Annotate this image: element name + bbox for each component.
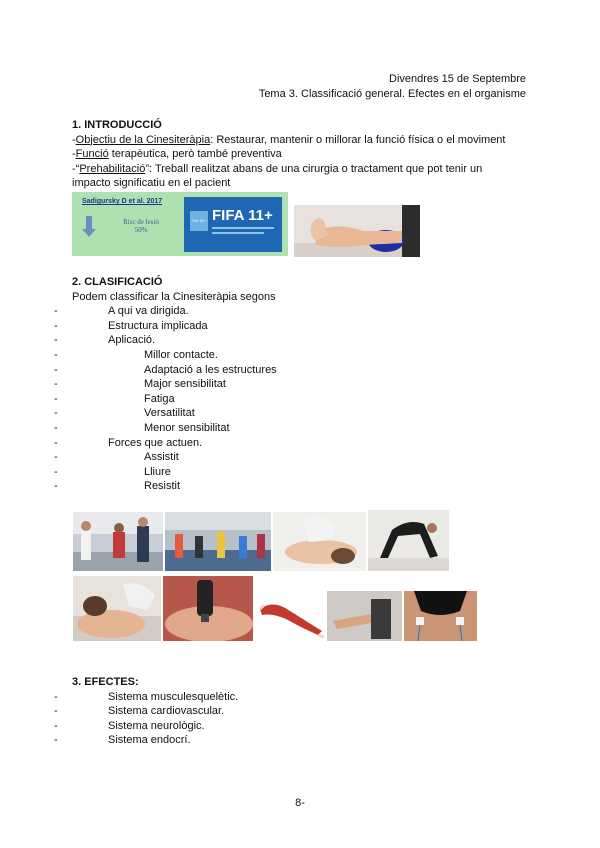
section-classification xyxy=(72,275,532,494)
study-figure xyxy=(72,192,288,256)
classification-intro: Podem classificar la Cinesiteràpia segons xyxy=(72,290,276,303)
list-subitem: - Resistit xyxy=(72,479,532,494)
term-prehabilitation: Prehabilitació xyxy=(79,162,146,175)
section-title-classification: 2. CLASIFICACIÓ xyxy=(72,276,163,288)
list-item: - Estructura implicada xyxy=(72,319,532,334)
header-date: Divendres 15 de Septembre xyxy=(389,73,526,85)
list-item: - Forces que actuen. xyxy=(72,436,532,451)
back-massage-photo xyxy=(73,576,161,641)
list-subitem: - Lliure xyxy=(72,465,532,480)
risk-text: Risc de lesió 50% xyxy=(123,218,159,234)
study-reference: Sadigursky D et al. 2017 xyxy=(82,198,163,205)
list-subitem: - Millor contacte. xyxy=(72,348,532,363)
intro-line-function: -Funció terapèutica, però també preventiva xyxy=(72,148,282,161)
list-subitem: - Major sensibilitat xyxy=(72,377,532,392)
list-item: - A qui va dirigida. xyxy=(72,304,532,319)
effects-list xyxy=(72,690,532,748)
gym-class-photo xyxy=(165,512,271,571)
arm-stretch-photo xyxy=(327,591,402,641)
massage-gun-photo xyxy=(163,576,253,641)
list-subitem: - Assistit xyxy=(72,450,532,465)
arrow-down-icon xyxy=(86,216,92,230)
list-item: - Sistema neurològic. xyxy=(72,719,532,734)
list-subitem: - Fatiga xyxy=(72,392,532,407)
cat-stretch-photo xyxy=(368,510,449,571)
list-item: - Aplicació. xyxy=(72,333,532,348)
muscle-illustration xyxy=(256,591,326,641)
term-function: Funció xyxy=(75,148,109,161)
section-introduction xyxy=(72,118,532,191)
intro-line-prehab: -“Prehabilitació”: Treball realitzat abans de una cirurgia o tractament que pot tenir un impacto significatiu en el pacient xyxy=(72,162,483,190)
list-subitem: - Menor sensibilitat xyxy=(72,421,532,436)
section-title-introduction: 1. INTRODUCCIÓ xyxy=(72,119,162,131)
page-number: 8- xyxy=(295,797,305,809)
section-title-effects: 3. EFECTES: xyxy=(72,676,139,688)
list-subitem: - Versatilitat xyxy=(72,406,532,421)
header-topic: Tema 3. Classificació general. Efectes en el organisme xyxy=(258,88,526,100)
classification-list xyxy=(72,304,532,494)
list-item: - Sistema cardiovascular. xyxy=(72,704,532,719)
fifa-logo: The 11+ FIFA 11+ xyxy=(184,197,282,252)
group-therapy-photo xyxy=(73,512,163,571)
leg-exercise-photo xyxy=(294,205,420,257)
intro-line-objective: -Objectiu de la Cinesiteràpia: Restaurar, mantenir o millorar la funció física o el moviment xyxy=(72,133,506,146)
list-item: - Sistema musculesquelètic. xyxy=(72,690,532,705)
term-objective: Objectiu de la Cinesiteràpia xyxy=(75,133,211,146)
neck-massage-photo xyxy=(273,512,366,571)
list-item: - Sistema endocrí. xyxy=(72,733,532,748)
electrodes-photo xyxy=(404,591,477,641)
section-effects xyxy=(72,675,532,748)
list-subitem: - Adaptació a les estructures xyxy=(72,363,532,378)
